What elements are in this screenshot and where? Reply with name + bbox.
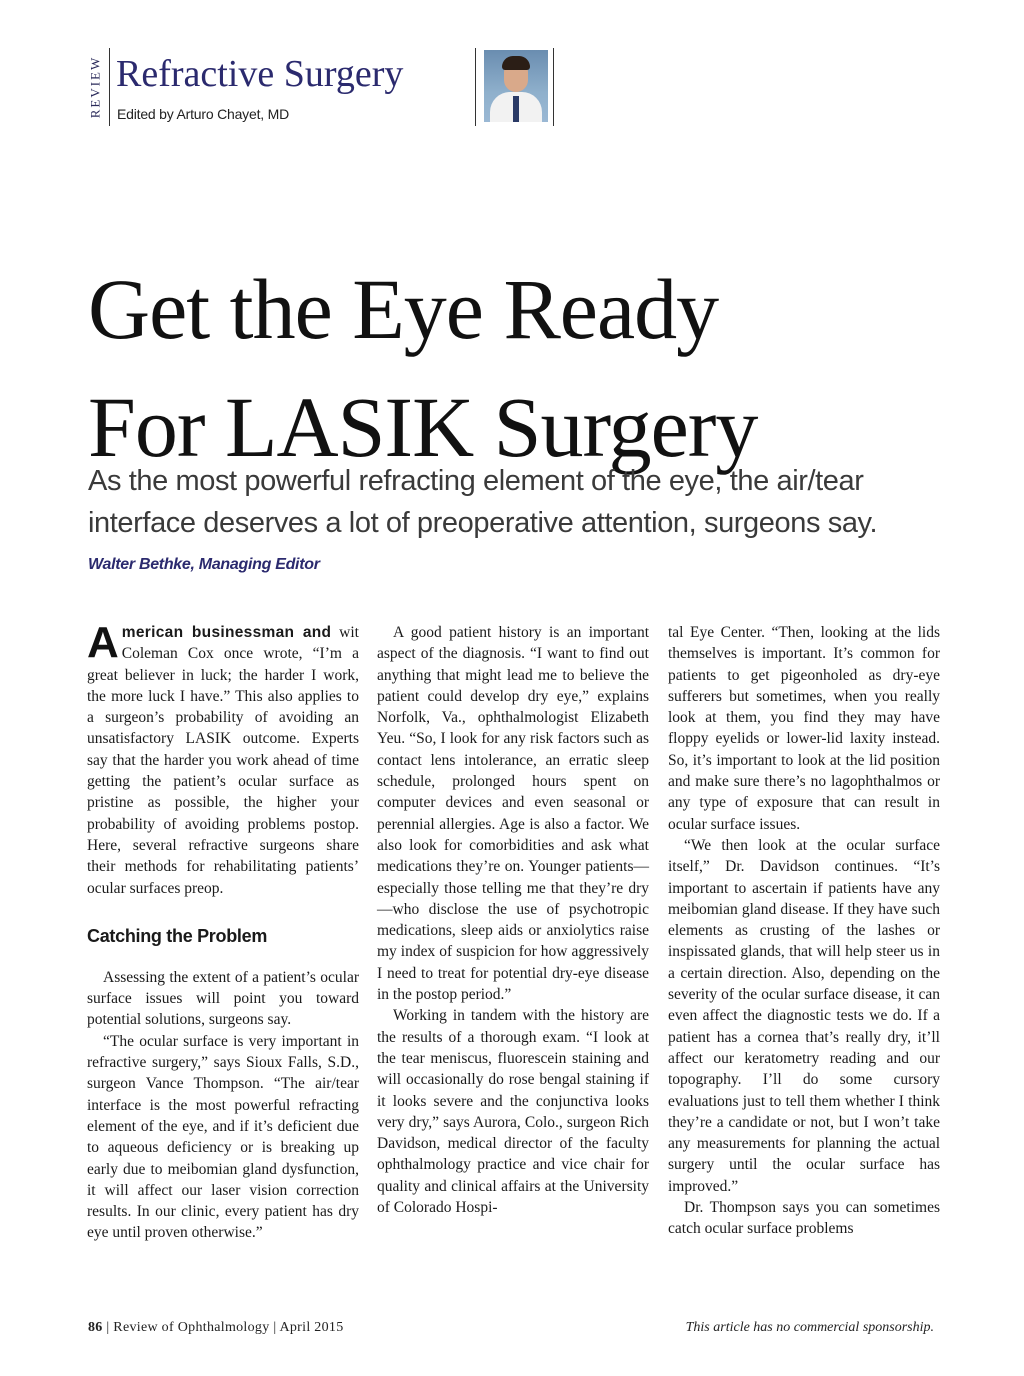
editor-photo	[484, 50, 548, 122]
article-column-1	[87, 618, 359, 1244]
paragraph-text: wit Coleman Cox once wrote, “I’m a great believer in luck; the harder I work, the more luck I have.” This also applies to a surgeon’s probability of avoiding an unsatisfactory LASIK outcome. Experts say that the harder you work ahead of time getting the patient’s ocular surface as pristine as possible, the higher your probability of avoiding problems postop. Here, several refractive surgeons share their methods for rehabilitating patients’ ocular surfaces preop.	[87, 624, 359, 897]
article-paragraph	[87, 618, 359, 899]
article-column-3	[668, 622, 940, 1240]
page-footer	[88, 1320, 344, 1336]
article-title-line-2: For LASIK Surgery	[88, 379, 758, 475]
sponsorship-note: This article has no commercial sponsorship.	[685, 1320, 934, 1335]
article-paragraph: A good patient history is an important aspect of the diagnosis. “I want to find out anything that might lead me to believe the patient could develop dry eye,” explains Norfolk, Va., ophthalmologist Elizabeth Yeu. “So, I look for any risk factors such as contact lens intolerance, an erratic sleep schedule, prolonged hours spent on computer devices and even seasonal or perennial allergies. Age is also a factor. We also look for comorbidities and ask what medications they’re on. Younger patients—especially those telling me that they’re dry—who disclose the use of psychotropic medications, sleep aids or anxiolytics raise my index of suspicion for how aggressively I need to treat for potential dry-eye disease in the postop period.”	[377, 624, 649, 1004]
article-title-line-1: Get the Eye Ready	[88, 261, 719, 357]
article-paragraph: tal Eye Center. “Then, looking at the lids themselves is important. It’s common for patients to get pigeonholed as dry-eye sufferers but sometimes, when you really look at them, you find they may have floppy eyelids or lower-lid laxity instead. So, it’s important to look at the lid position and make sure there’s no lagophthalmos or any type of exposure that can result in ocular surface issues.	[668, 624, 940, 833]
header-divider	[553, 48, 554, 126]
section-subhead: Catching the Problem	[87, 925, 268, 946]
article-byline: Walter Bethke, Managing Editor	[88, 556, 320, 573]
department-editor: Edited by Arturo Chayet, MD	[117, 106, 290, 122]
article-deck: As the most powerful refracting element of the eye, the air/tear interface deserves a lot of preoperative attention, surgeons say.	[88, 465, 878, 539]
article-title	[88, 250, 757, 486]
lead-in: merican businessman and	[121, 624, 332, 641]
header-divider	[475, 48, 476, 126]
article-paragraph: Working in tandem with the history are the results of a thorough exam. “I look at the tear meniscus, fluorescein staining and will occasionally do rose bengal staining if it looks severe and the conjunctiva looks very dry,” says Aurora, Colo., surgeon Rich Davidson, medical director of the faculty ophthalmology practice and vice chair for quality and clinical affairs at the University of Colorado Hospi-	[377, 1007, 649, 1217]
drop-cap: A	[87, 618, 119, 667]
review-tag	[84, 48, 106, 126]
article-paragraph: Assessing the extent of a patient’s ocular surface issues will point you toward potential solutions, surgeons say.	[87, 968, 359, 1029]
header-divider	[109, 48, 110, 126]
publication-info: | Review of Ophthalmology | April 2015	[102, 1320, 344, 1335]
article-paragraph: “The ocular surface is very important in refractive surgery,” says Sioux Falls, S.D., surgeon Vance Thompson. “The air/tear interface is the most powerful refracting element of the eye, and if it’s deficient due to aqueous deficiency or is breaking up early due to meibomian gland dysfunction, it will affect our laser vision correction results. In our clinic, every patient has dry eye until proven otherwise.”	[87, 1032, 359, 1242]
article-paragraph: “We then look at the ocular surface itself,” Dr. Davidson continues. “It’s important to ascertain if patients have any meibomian gland disease. If they have such elements as crusting of the lashes or inspissated glands, that will help steer us in a certain direction. Also, depending on the severity of the ocular surface disease, it can even affect the diagnostic tests we do. If a patient has a cornea that’s really dry, it’ll affect our keratometry reading and our topography. I’ll do some cursory evaluations just to tell them whether I think they’re a candidate or not, but I won’t take any measurements for planning the actual surgery until the ocular surface has improved.”	[668, 836, 940, 1195]
article-column-2	[377, 622, 649, 1218]
article-paragraph: Dr. Thompson says you can sometimes catch ocular surface problems	[668, 1199, 940, 1238]
department-title: Refractive Surgery	[116, 53, 404, 95]
review-tag-text: REVIEW	[87, 55, 103, 119]
page-number: 86	[88, 1320, 103, 1335]
